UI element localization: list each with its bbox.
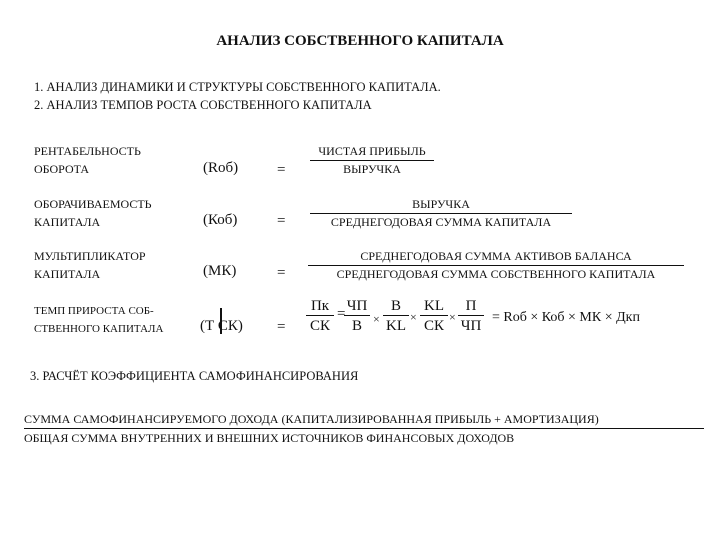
- tsk-f2-numerator: ЧП: [344, 298, 370, 316]
- tsk-f3-denominator: KL: [386, 318, 406, 334]
- tsk-times-1: ×: [373, 312, 380, 326]
- mk-numerator: СРЕДНЕГОДОВАЯ СУММА АКТИВОВ БАЛАНСА: [308, 247, 684, 266]
- mk-symbol: (МК): [203, 263, 237, 279]
- tsk-times-2: ×: [410, 310, 417, 324]
- mk-denominator: СРЕДНЕГОДОВАЯ СУММА СОБСТВЕННОГО КАПИТАЛА: [336, 267, 656, 281]
- kob-denominator: СРЕДНЕГОДОВАЯ СУММА КАПИТАЛА: [330, 215, 552, 229]
- tsk-times-3: ×: [449, 310, 456, 324]
- kob-label-line2: КАПИТАЛА: [34, 215, 101, 229]
- rob-label-line1: РЕНТАБЕЛЬНОСТЬ: [34, 144, 141, 158]
- tsk-f4-denominator: СК: [423, 318, 444, 334]
- rob-label-line2: ОБОРОТА: [34, 162, 90, 176]
- tsk-label-line1: ТЕМП ПРИРОСТА СОБ-: [34, 305, 154, 317]
- tsk-f1-denominator: СК: [309, 318, 330, 334]
- tsk-result: = Rоб × Коб × МК × Дкп: [492, 310, 640, 325]
- rob-numerator: ЧИСТАЯ ПРИБЫЛЬ: [310, 142, 434, 161]
- tsk-f5-denominator: ЧП: [460, 318, 482, 334]
- tsk-symbol: (Т СК): [200, 318, 243, 334]
- mk-equals: =: [277, 265, 286, 281]
- mk-label-line1: МУЛЬТИПЛИКАТОР: [34, 249, 146, 263]
- tsk-symbol-arrow: [220, 308, 222, 334]
- tsk-f5-numerator: П: [458, 298, 484, 316]
- kob-symbol: (Коб): [203, 212, 238, 228]
- page-title: АНАЛИЗ СОБСТВЕННОГО КАПИТАЛА: [216, 33, 504, 49]
- list-item: 1. АНАЛИЗ ДИНАМИКИ И СТРУКТУРЫ СОБСТВЕННОГО КАПИТАЛА.: [34, 80, 441, 94]
- tsk-f2-denominator: В: [351, 318, 362, 334]
- kob-label-line1: ОБОРАЧИВАЕМОСТЬ: [34, 197, 152, 211]
- kob-numerator: ВЫРУЧКА: [310, 195, 572, 214]
- mk-label-line2: КАПИТАЛА: [34, 267, 101, 281]
- list-item: 2. АНАЛИЗ ТЕМПОВ РОСТА СОБСТВЕННОГО КАПИТАЛА: [34, 98, 372, 112]
- tsk-equals: =: [277, 319, 286, 335]
- tsk-f1-numerator: Пк: [306, 298, 334, 316]
- section3-heading: 3. РАСЧЁТ КОЭФФИЦИЕНТА САМОФИНАНСИРОВАНИЯ: [30, 369, 359, 383]
- section3-denominator: ОБЩАЯ СУММА ВНУТРЕННИХ И ВНЕШНИХ ИСТОЧНИКОВ ФИНАНСОВЫХ ДОХОДОВ: [24, 431, 515, 445]
- tsk-f4-numerator: KL: [420, 298, 448, 316]
- tsk-equals-2: =: [337, 306, 346, 322]
- tsk-label-line2: СТВЕННОГО КАПИТАЛА: [34, 323, 164, 335]
- rob-denominator: ВЫРУЧКА: [343, 162, 401, 176]
- kob-equals: =: [277, 213, 286, 229]
- tsk-f3-numerator: В: [383, 298, 409, 316]
- section3-numerator: СУММА САМОФИНАНСИРУЕМОГО ДОХОДА (КАПИТАЛИЗИРОВАННАЯ ПРИБЫЛЬ + АМОРТИЗАЦИЯ): [24, 412, 599, 426]
- rob-symbol: (Rоб): [203, 160, 239, 176]
- rob-equals: =: [277, 162, 286, 178]
